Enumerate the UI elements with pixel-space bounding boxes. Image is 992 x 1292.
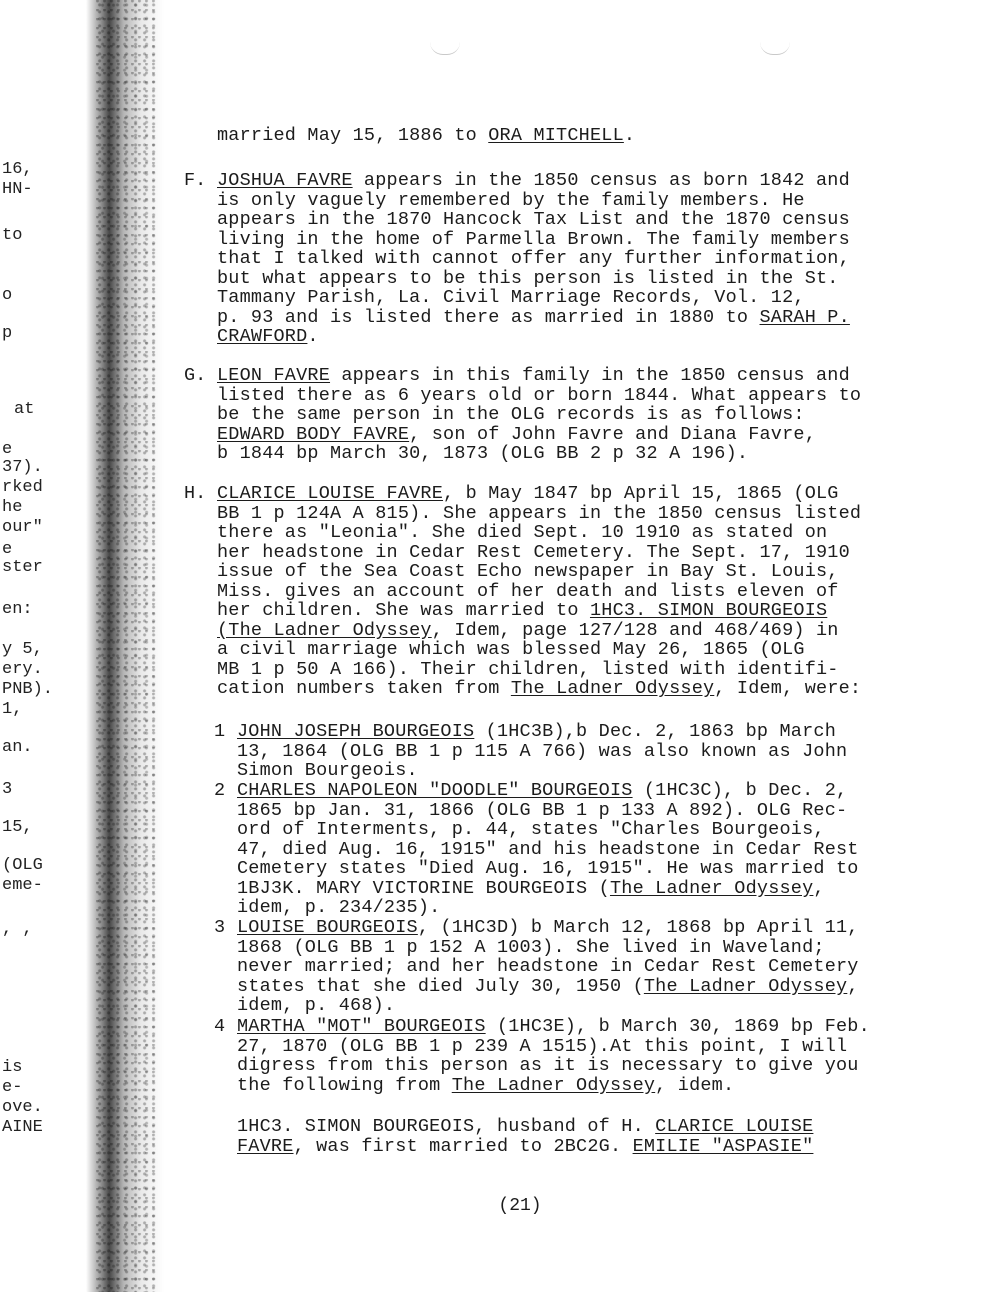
text-line	[237, 859, 859, 879]
underlined-name: MARTHA "MOT" BOURGEOIS	[237, 1016, 486, 1037]
text-line	[217, 444, 748, 464]
text-line	[237, 879, 825, 899]
text-span: a civil marriage which was blessed May 26, 1865 (OLG	[217, 639, 805, 660]
underlined-name: CLARICE LOUISE FAVRE	[217, 483, 444, 504]
entry-marker: H.	[184, 483, 207, 504]
text-line	[237, 801, 847, 821]
text-span: is only vaguely remembered by the family members. He	[217, 189, 805, 211]
underlined-name: EMILIE "ASPASIE"	[632, 1135, 814, 1157]
text-line	[217, 562, 839, 582]
facing-page-fragment: HN-	[2, 180, 33, 199]
text-line	[217, 288, 805, 308]
text-line	[217, 327, 319, 347]
underlined-name: CLARICE LOUISE	[655, 1116, 814, 1137]
text-span: Cemetery states "Died Aug. 16, 1915". He was married to	[237, 858, 859, 879]
text-line	[237, 742, 847, 762]
text-span: (1HC3B),b Dec. 2, 1863 bp March	[474, 721, 837, 742]
text-span: 13, 1864 (OLG BB 1 p 115 A 766) was also known as John	[237, 740, 848, 762]
text-span: Miss. gives an account of her death and lists eleven of	[217, 580, 839, 602]
punch-hole-mark	[430, 42, 460, 55]
text-line	[217, 126, 635, 146]
text-span: , Idem, were:	[714, 678, 862, 699]
text-line	[237, 977, 859, 997]
text-span: 1BJ3K. MARY VICTORINE BOURGEOIS (	[237, 877, 610, 899]
text-span: ,	[847, 975, 859, 997]
text-span: (1HC3C), b Dec. 2,	[632, 780, 848, 801]
text-span: BB 1 p 124A A 815). She appears in the 1850 census listed	[217, 502, 862, 524]
underlined-name: LOUISE BOURGEOIS	[237, 917, 418, 938]
facing-page-fragment: y 5,	[2, 640, 43, 659]
text-span: digress from this person as it is necessary to give you	[237, 1055, 859, 1076]
text-line	[217, 484, 839, 504]
facing-page-fragment: eme-	[2, 876, 43, 895]
facing-page-fragment: , ,	[2, 920, 33, 939]
entry-marker: G.	[184, 365, 207, 386]
text-span: her children. She was married to	[217, 600, 590, 621]
underlined-name: 1HC3. SIMON BOURGEOIS	[589, 600, 828, 621]
text-line	[217, 210, 850, 230]
text-line	[237, 1117, 813, 1137]
text-span: idem, p. 234/235).	[237, 897, 441, 918]
text-line	[217, 543, 850, 563]
text-span: the following from	[237, 1074, 452, 1096]
facing-page-fragment: he	[2, 498, 23, 517]
text-span: that I talked with cannot offer any further information,	[217, 248, 850, 269]
underlined-name: CHARLES NAPOLEON "DOODLE" BOURGEOIS	[237, 780, 633, 801]
text-line	[237, 1017, 870, 1037]
text-line	[237, 1056, 859, 1076]
facing-page-fragment: e-	[2, 1078, 23, 1097]
text-span: .	[623, 125, 636, 146]
text-span: , idem.	[655, 1074, 735, 1096]
text-span: her headstone in Cedar Rest Cemetery. The Sept. 17, 1910	[217, 541, 850, 563]
underlined-name: The Ladner Odyssey	[609, 877, 814, 899]
text-line	[217, 191, 805, 211]
facing-page-fragment: o	[2, 286, 13, 305]
facing-page-fragment: ery.	[2, 660, 43, 679]
entry-marker: F.	[184, 170, 207, 191]
text-span: 47, died Aug. 16, 1915" and his headstone in Cedar Rest	[237, 838, 859, 860]
underlined-name: JOSHUA FAVRE	[217, 170, 353, 191]
facing-page-fragment: 37).	[2, 458, 43, 477]
text-span: , (1HC3D) b March 12, 1868 bp April 11,	[417, 917, 859, 938]
page-number: (21)	[498, 1196, 542, 1216]
text-line	[217, 640, 805, 660]
facing-page-fragment: (OLG	[2, 856, 43, 875]
facing-page-fragment: e	[2, 540, 13, 559]
child-number: 3	[214, 917, 226, 938]
text-line	[237, 761, 418, 781]
text-span: (1HC3E), b March 30, 1869 bp Feb.	[485, 1016, 870, 1037]
text-line	[217, 679, 861, 699]
text-line	[237, 722, 836, 742]
child-number: 1	[214, 721, 226, 742]
text-line	[237, 820, 825, 840]
text-line	[237, 1137, 813, 1157]
child-number: 4	[214, 1016, 226, 1037]
text-line	[237, 781, 847, 801]
text-span: MB 1 p 50 A 166). Their children, listed with identifi-	[217, 658, 839, 680]
text-span: living in the home of Parmella Brown. The family members	[217, 228, 850, 250]
underlined-name: FAVRE	[237, 1135, 294, 1157]
text-span: cation numbers taken from	[217, 678, 511, 699]
facing-page-fragment: p	[2, 324, 13, 343]
facing-page-fragment: 3	[2, 780, 13, 799]
underlined-name: LEON FAVRE	[217, 365, 331, 386]
punch-hole-mark	[760, 42, 790, 55]
text-span: , son of John Favre and Diana Favre,	[409, 423, 817, 445]
facing-page-fragment: at	[14, 400, 35, 419]
text-span: issue of the Sea Coast Echo newspaper in Bay St. Louis,	[217, 561, 839, 582]
text-line	[217, 171, 850, 191]
text-line	[217, 504, 861, 524]
facing-page-fragment: an.	[2, 738, 33, 757]
underlined-name: JOHN JOSEPH BOURGEOIS	[237, 721, 475, 742]
text-line	[217, 582, 839, 602]
text-span: never married; and her headstone in Cedar Rest Cemetery	[237, 956, 859, 977]
text-line	[217, 269, 839, 289]
text-line	[237, 996, 395, 1016]
text-line	[217, 523, 827, 543]
facing-page-fragment: AINE	[2, 1118, 43, 1137]
text-line	[217, 308, 850, 328]
facing-page-fragment: our"	[2, 518, 43, 537]
text-span: b 1844 bp March 30, 1873 (OLG BB 2 p 32 A 196).	[217, 443, 749, 464]
text-line	[237, 898, 440, 918]
text-line	[237, 1076, 734, 1096]
text-span: ,	[813, 877, 825, 899]
text-line	[217, 249, 850, 269]
text-line	[217, 386, 861, 406]
underlined-name: The Ladner Odyssey	[510, 678, 715, 699]
text-span: appears in this family in the 1850 census and	[330, 365, 850, 386]
facing-page-fragment: rked	[2, 478, 43, 497]
text-line	[237, 918, 859, 938]
facing-page-fragment: ove.	[2, 1098, 43, 1117]
facing-page-fragment: 1,	[2, 700, 23, 719]
text-line	[217, 405, 805, 425]
text-span: 27, 1870 (OLG BB 1 p 239 A 1515).At this point, I will	[237, 1035, 848, 1057]
text-span: p. 93 and is listed there as married in 1880 to	[217, 306, 760, 328]
binding-speckle	[96, 0, 156, 1292]
text-span: idem, p. 468).	[237, 995, 396, 1016]
facing-page-fragment: is	[2, 1058, 23, 1077]
text-span: Simon Bourgeois.	[237, 760, 418, 781]
text-span: 1865 bp Jan. 31, 1866 (OLG BB 1 p 133 A 892). OLG Rec-	[237, 799, 848, 821]
text-span: but what appears to be this person is listed in the St.	[217, 267, 839, 289]
text-span: states that she died July 30, 1950 (	[237, 975, 644, 997]
underlined-name: The Ladner Odyssey	[451, 1074, 656, 1096]
text-line	[217, 621, 839, 641]
facing-page-fragment: 15,	[2, 818, 33, 837]
underlined-name: EDWARD BODY FAVRE	[217, 423, 410, 445]
facing-page-fragment: PNB).	[2, 680, 54, 699]
facing-page-fragment: to	[2, 226, 23, 245]
text-span: Tammany Parish, La. Civil Marriage Records, Vol. 12,	[217, 287, 805, 308]
facing-page-fragment: e	[2, 440, 13, 459]
child-number: 2	[214, 780, 226, 801]
text-line	[217, 366, 850, 386]
text-span: appears in the 1850 census as born 1842 and	[352, 170, 850, 191]
text-span: appears in the 1870 Hancock Tax List and the 1870 census	[217, 209, 850, 230]
underlined-name: CRAWFORD	[217, 326, 308, 347]
text-line	[217, 230, 850, 250]
underlined-name: (The Ladner Odyssey	[217, 619, 432, 641]
text-line	[237, 957, 859, 977]
text-span: , Idem, page 127/128 and 468/469) in	[431, 619, 839, 641]
underlined-name: The Ladner Odyssey	[643, 975, 848, 997]
text-span: .	[307, 326, 319, 347]
text-line	[217, 660, 839, 680]
facing-page-fragment: en:	[2, 600, 33, 619]
facing-page-fragment: ster	[2, 558, 43, 577]
text-line	[237, 840, 859, 860]
text-span: 1HC3. SIMON BOURGEOIS, husband of H.	[237, 1116, 656, 1137]
text-span: listed there as 6 years old or born 1844. What appears to	[217, 384, 862, 406]
text-span: married May 15, 1886 to	[217, 125, 489, 146]
text-line	[237, 1037, 847, 1057]
text-span: , was first married to 2BC2G.	[293, 1135, 633, 1157]
text-span: , b May 1847 bp April 15, 1865 (OLG	[443, 483, 839, 504]
text-line	[217, 425, 816, 445]
underlined-name: SARAH P.	[759, 306, 850, 328]
text-span: be the same person in the OLG records is as follows:	[217, 404, 805, 425]
underlined-name: ORA MITCHELL	[488, 125, 624, 146]
text-span: ord of Interments, p. 44, states "Charles Bourgeois,	[237, 819, 825, 840]
text-span: there as "Leonia". She died Sept. 10 1910 as stated on	[217, 522, 828, 543]
text-line	[217, 601, 827, 621]
text-span: 1868 (OLG BB 1 p 152 A 1003). She lived in Waveland;	[237, 936, 825, 958]
text-line	[237, 938, 825, 958]
facing-page-fragment: 16,	[2, 160, 33, 179]
